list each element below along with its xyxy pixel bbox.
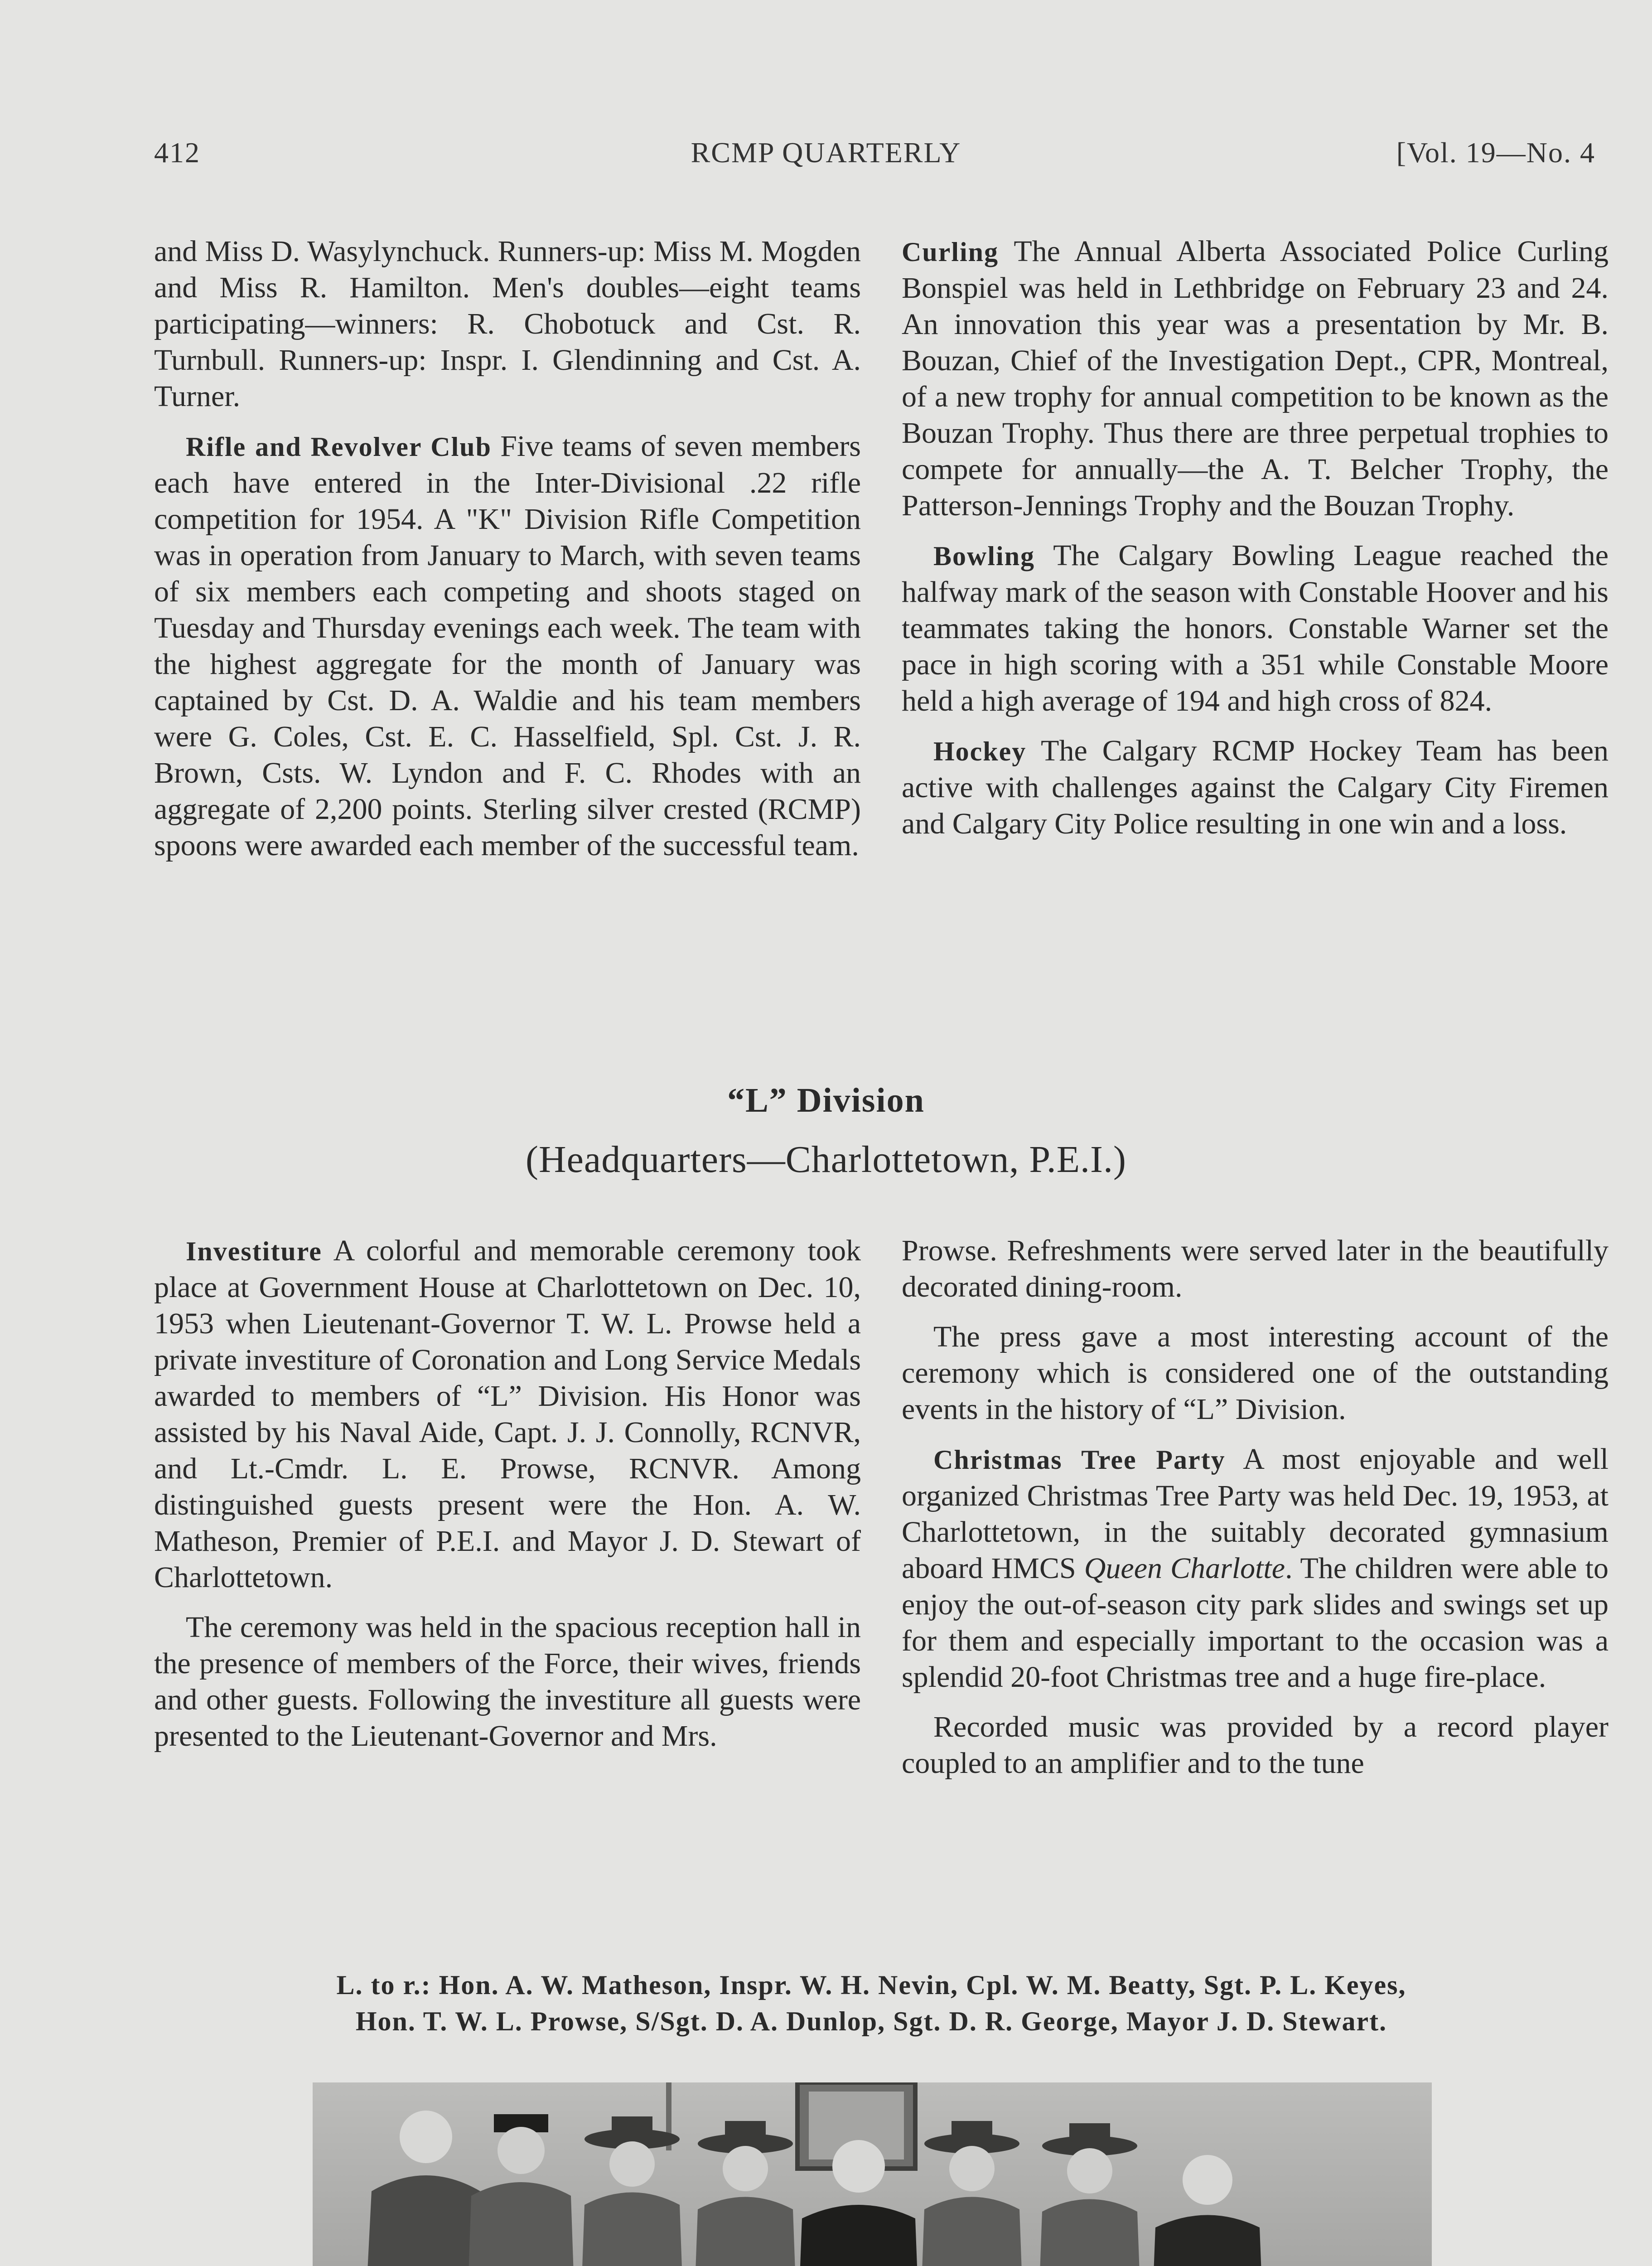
volume-info: [Vol. 19—No. 4 bbox=[1396, 136, 1595, 169]
section-subtitle: (Headquarters—Charlottetown, P.E.I.) bbox=[526, 1138, 1126, 1181]
paragraph-text: The Calgary RCMP Hockey Team has been active with challenges against the Calgary City Firemen and Calgary City Police resulting in one win and a loss. bbox=[902, 734, 1609, 840]
paragraph-curling bbox=[902, 233, 1609, 524]
paragraph-text: Five teams of seven members each have entered in the Inter-Divisional .22 rifle competition for 1954. A "K" Division Rifle Competition was in operation from January to March, with seven teams of six members each competing and shoots staged on Tuesday and Thursday evenings each week. The team with the highest aggregate for the month of January was captained by Cst. D. A. Waldie and his team members were G. Coles, Cst. E. C. Hasselfield, Spl. Cst. J. R. Brown, Csts. W. Lyndon and F. C. Rhodes with an aggregate of 2,200 points. Sterling silver crested (RCMP) spoons were awarded each member of the successful team. bbox=[154, 430, 861, 862]
paragraph-bowling bbox=[902, 537, 1609, 719]
run-in-heading: Bowling bbox=[933, 541, 1035, 571]
caption-line: L. to r.: Hon. A. W. Matheson, Inspr. W. H. Nevin, Cpl. W. M. Beatty, Sgt. P. L. Keyes, bbox=[336, 1970, 1406, 2000]
top-left-column bbox=[154, 233, 861, 877]
paragraph-text: A colorful and memorable ceremony took place at Government House at Charlottetown on Dec. 10, 1953 when Lieutenant-Governor T. W. L. Prowse held a private investiture of Coronation and Long Service Medals awarded to members of “L” Division. His Honor was assisted by his Naval Aide, Capt. J. J. Connolly, RCNVR, and Lt.-Cmdr. L. E. Prowse, RCNVR. Among distinguished guests present were the Hon. A. W. Matheson, Premier of P.E.I. and Mayor J. D. Stewart of Charlottetown. bbox=[154, 1234, 861, 1594]
run-in-heading: Rifle and Revolver Club bbox=[186, 432, 492, 462]
bottom-left-column bbox=[154, 1233, 861, 1768]
paragraph-text: The Calgary Bowling League reached the halfway mark of the season with Constable Hoover and his teammates taking the honors. Constable Warner set the pace in high scoring with a 351 while Constable Moore held a high average of 194 and high cross of 824. bbox=[902, 539, 1609, 717]
paragraph-rifle bbox=[154, 428, 861, 864]
paragraph-christmas bbox=[902, 1441, 1609, 1695]
run-in-heading: Hockey bbox=[933, 736, 1027, 766]
run-in-heading: Curling bbox=[902, 237, 999, 267]
run-in-heading: Christmas Tree Party bbox=[933, 1445, 1226, 1475]
caption-line: Hon. T. W. L. Prowse, S/Sgt. D. A. Dunlop, Sgt. D. R. George, Mayor J. D. Stewart. bbox=[355, 2006, 1387, 2036]
top-right-column bbox=[902, 233, 1609, 856]
journal-title: RCMP QUARTERLY bbox=[691, 136, 961, 169]
paragraph: The ceremony was held in the spacious reception hall in the presence of members of the Force, their wives, friends and other guests. Following the investiture all guests were presented to the Lieutenant-Governor and Mrs. bbox=[154, 1611, 861, 1753]
photo-caption bbox=[150, 1967, 1593, 2039]
group-photograph bbox=[313, 2082, 1432, 2266]
ship-name: Queen Charlotte bbox=[1084, 1552, 1285, 1585]
paragraph-text: A most enjoyable and well organized Christmas Tree Party was held Dec. 19, 1953, at Charlottetown, in the suitably decorated gymnasium aboard HMCS bbox=[902, 1443, 1609, 1585]
bottom-right-column bbox=[902, 1233, 1609, 1795]
paragraph: The press gave a most interesting account of the ceremony which is considered one of the outstanding events in the history of “L” Division. bbox=[902, 1320, 1609, 1426]
paragraph: Recorded music was provided by a record player coupled to an amplifier and to the tune bbox=[902, 1710, 1609, 1780]
photograph-illustration bbox=[313, 2082, 1432, 2266]
page-number: 412 bbox=[154, 136, 200, 169]
section-title: “L” Division bbox=[727, 1081, 925, 1119]
paragraph-text: . The children were able to enjoy the out-of-season city park slides and swings set up for them and especially important to the occasion was a splendid 20-foot Christmas tree and a huge fire-place. bbox=[902, 1552, 1609, 1694]
paragraph: and Miss D. Wasylynchuck. Runners-up: Miss M. Mogden and Miss R. Hamilton. Men's doubles—eight teams participating—winners: R. Chobotuck and Cst. R. Turnbull. Runners-up: Inspr. I. Glendinning and Cst. A. Turner. bbox=[154, 235, 861, 413]
paragraph-investiture bbox=[154, 1233, 861, 1596]
paragraph-text: The Annual Alberta Associated Police Curling Bonspiel was held in Lethbridge on February 23 and 24. An innovation this year was a presentation by Mr. B. Bouzan, Chief of the Investigation Dept., CPR, Montreal, of a new trophy for annual competition to be known as the Bouzan Trophy. Thus there are three perpetual trophies to compete for annually—the A. T. Belcher Trophy, the Patterson-Jennings Trophy and the Bouzan Trophy. bbox=[902, 235, 1609, 522]
paragraph-hockey bbox=[902, 733, 1609, 842]
paragraph: Prowse. Refreshments were served later in the beautifully decorated dining-room. bbox=[902, 1234, 1609, 1303]
run-in-heading: Investiture bbox=[186, 1236, 322, 1266]
